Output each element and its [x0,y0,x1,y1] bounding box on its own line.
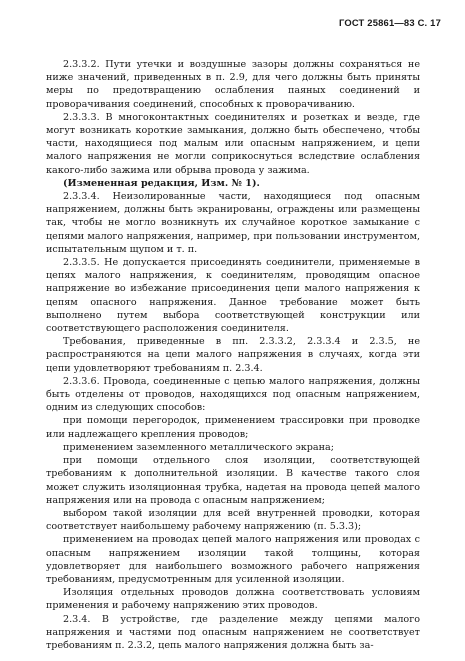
paragraph-requirements-note: Требования, приведенные в пп. 2.3.3.2, 2.3.3.4 и 2.3.5, не распространяются на цепи малого напряжения в случаях, когда эти цепи удовлетворяют требованиям п. 2.3.4. [46,336,420,374]
list-item-screen: применением заземленного металлического экрана; [63,441,334,453]
paragraph-2-3-3-2: 2.3.3.2. Пути утечки и воздушные зазоры должны сохраняться не ниже значений, приведенных в п. 2.9, для чего должны быть приняты меры по предотвращению ослабления паяных соединений и проворачивания соединений, способных к проворачиванию. [46,59,420,110]
paragraph-2-3-3-3: 2.3.3.3. В многоконтактных соединителях и розетках и везде, где могут возникать короткие замыкания, должно быть обеспечено, чтобы части, находящиеся под малым или опасным напряжением, и цепи малого напряжения не могли соприкоснуться вследствие ослабления какого-либо зажима или обрыва провода у зажима. [46,111,420,176]
list-item-partitions: при помощи перегородок, применением трассировки при проводке или надлежащего крепления проводов; [46,415,420,440]
paragraph-2-3-3-4: 2.3.3.4. Неизолированные части, находящиеся под опасным напряжением, должны быть экранированы, ограждены или размещены так, чтобы не могло возникнуть их случайное короткое замыкание с цепями малого напряжения, например, при пользовании инструментом, испытательным щупом и т. п. [46,191,420,255]
gost-number: ГОСТ 25861—83 [338,17,415,28]
list-item-separate-layer: при помощи отдельного слоя изоляции, соответствующей требованиям к дополнительной изоляции. В качестве такого слоя может служить изоляционная трубка, надетая на провода цепей малого напряжения или на провода с опасным напряжением; [46,455,420,506]
list-item-reinforced-insulation: применением на проводах цепей малого напряжения или проводах с опасным напряжением изоляции такой толщины, которая удовлетворяет для наибольшего возможного рабочего напряжения требованиям, предусмотренным для усиленной изоляции. [46,534,420,585]
paragraph-wire-insulation: Изоляция отдельных проводов должна соответствовать условиям применения и рабочему напряжению этих проводов. [46,587,420,612]
paragraph-2-3-4: 2.3.4. В устройстве, где разделение между цепями малого напряжения и частями под опасным напряжением не соответствует требованиям п. 2.3.2, цепь малого напряжения должна быть за- [46,613,420,651]
list-item-insulation-choice: выбором такой изоляции для всей внутренней проводки, которая соответствует наибольшему рабочему напряжению (п. 5.3.3); [46,507,420,533]
paragraph-2-3-3-6: 2.3.3.6. Провода, соединенные с цепью малого напряжения, должны быть отделены от проводов, находящихся под опасным напряжением, одним из следующих способов: [46,375,420,414]
document-body [46,58,420,652]
amendment-note: (Измененная редакция, Изм. № 1). [63,177,260,189]
page-header [339,17,441,28]
page-number: С. 17 [417,17,441,28]
paragraph-2-3-3-5: 2.3.3.5. Не допускается присоединять соединители, применяемые в цепях малого напряжения, к соединителям, проводящим опасное напряжение во избежание присоединения цепи малого напряжения к цепям опасного напряжения. Данное требование может быть выполнено путем выбора соответствующей конструкции или соответствующего расположения соединителя. [46,257,420,335]
